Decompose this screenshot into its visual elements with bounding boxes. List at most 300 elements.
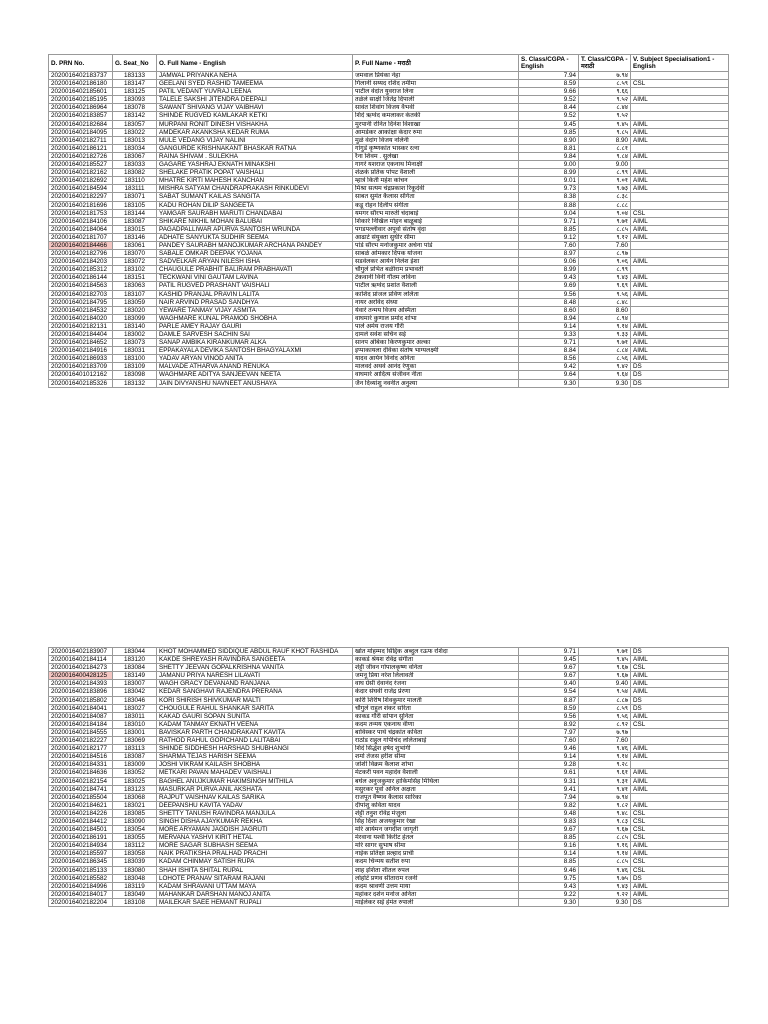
- specialisation-cell: AIML: [631, 688, 729, 696]
- name-marathi-cell: काशिद प्रांजल प्रविण ललिता: [353, 290, 519, 298]
- class-english-cell: 8.92: [519, 720, 579, 728]
- class-english-cell: 8.38: [519, 193, 579, 201]
- class-marathi-cell: ९.६६: [579, 88, 631, 96]
- class-english-cell: 9.04: [519, 209, 579, 217]
- specialisation-cell: [631, 761, 729, 769]
- prn-cell: 2020016402182131: [49, 322, 113, 330]
- class-english-cell: 9.14: [519, 850, 579, 858]
- name-english-cell: GAGARE YASHRAJ EKNATH MINAKSHI: [157, 161, 353, 169]
- name-english-cell: MORE ARYAMAN JAGDISH JAGRUTI: [157, 826, 353, 834]
- seat-cell: 183025: [113, 777, 157, 785]
- specialisation-cell: AIML: [631, 169, 729, 177]
- class-english-cell: 8.90: [519, 136, 579, 144]
- name-marathi-cell: शेट्टी जीवन गोपालकृष्ण वनिता: [353, 664, 519, 672]
- name-english-cell: GEELANI SYED RASHID TAMEEMA: [157, 80, 353, 88]
- name-english-cell: EPPAKAYALA DEVIKA SANTOSH BHAGYALAXMI: [157, 347, 353, 355]
- class-english-cell: 9.33: [519, 331, 579, 339]
- results-table-1: [48, 54, 729, 388]
- results-sheet-2: [48, 647, 728, 907]
- name-marathi-cell: वाघमारे आदित्य संजीवन नीता: [353, 371, 519, 379]
- table-row: [49, 233, 729, 241]
- class-english-cell: 8.48: [519, 298, 579, 306]
- class-marathi-cell: ९.६१: [579, 769, 631, 777]
- prn-cell: 2020016402182684: [49, 120, 113, 128]
- class-english-cell: 8.94: [519, 314, 579, 322]
- class-english-cell: 9.01: [519, 177, 579, 185]
- name-english-cell: DAMLE SARVESH SACHIN SAI: [157, 331, 353, 339]
- table-row: [49, 209, 729, 217]
- class-marathi-cell: ७.९७: [579, 728, 631, 736]
- table-row: [49, 266, 729, 274]
- name-english-cell: WAGHMARE ADITYA SANJEEVAN NEETA: [157, 371, 353, 379]
- class-marathi-cell: ९.८५: [579, 128, 631, 136]
- specialisation-cell: DS: [631, 874, 729, 882]
- class-marathi-cell: ८.४८: [579, 298, 631, 306]
- prn-cell: 2020016402184184: [49, 720, 113, 728]
- name-marathi-cell: इप्पाकायला देविका संतोष भाग्यलक्ष्मी: [353, 347, 519, 355]
- header-seat: G. Seat_No: [113, 55, 157, 72]
- class-marathi-cell: 7.60: [579, 241, 631, 249]
- seat-cell: 183068: [113, 793, 157, 801]
- class-marathi-cell: ८.९९: [579, 169, 631, 177]
- prn-cell: 2020016402185326: [49, 379, 113, 387]
- class-marathi-cell: ८.९२: [579, 720, 631, 728]
- name-marathi-cell: बघेल अनुजकुमार हाकिमसिंह मिथिला: [353, 777, 519, 785]
- name-marathi-cell: येवारे तन्मय विजय अस्मिता: [353, 306, 519, 314]
- class-marathi-cell: ८.५६: [579, 355, 631, 363]
- name-marathi-cell: मुरपानी रोनित दिनेश विशाखा: [353, 120, 519, 128]
- prn-cell: 2020016402186191: [49, 834, 113, 842]
- class-english-cell: 9.52: [519, 112, 579, 120]
- seat-cell: 183061: [113, 241, 157, 249]
- name-marathi-cell: माईलेकर सई हेमंत रुपाली: [353, 898, 519, 906]
- results-table-2: [48, 647, 729, 907]
- specialisation-cell: [631, 193, 729, 201]
- prn-cell: 2020016402182692: [49, 177, 113, 185]
- seat-cell: 183113: [113, 745, 157, 753]
- class-marathi-cell: 9.00: [579, 161, 631, 169]
- name-marathi-cell: कदम चिन्मय सतीश रुपा: [353, 858, 519, 866]
- specialisation-cell: AIML: [631, 753, 729, 761]
- table-row: [49, 152, 729, 160]
- specialisation-cell: AIML: [631, 282, 729, 290]
- prn-cell: 2020016402184064: [49, 225, 113, 233]
- prn-cell: 2020016402184652: [49, 339, 113, 347]
- prn-cell: 2020016400428125: [49, 672, 113, 680]
- prn-cell: 2020016402182204: [49, 898, 113, 906]
- specialisation-cell: CSL: [631, 834, 729, 842]
- class-marathi-cell: ९.५६: [579, 712, 631, 720]
- seat-cell: 183071: [113, 193, 157, 201]
- class-marathi-cell: ९.१२: [579, 233, 631, 241]
- specialisation-cell: AIML: [631, 331, 729, 339]
- prn-cell: 2020016402184916: [49, 347, 113, 355]
- table-row: [49, 72, 729, 80]
- table-row: [49, 298, 729, 306]
- class-english-cell: 9.14: [519, 753, 579, 761]
- specialisation-cell: [631, 306, 729, 314]
- specialisation-cell: DS: [631, 704, 729, 712]
- name-marathi-cell: टेकवानी विनी गौतम लविना: [353, 274, 519, 282]
- prn-cell: 2020016402184087: [49, 712, 113, 720]
- name-marathi-cell: नाईक प्रतिक्षा प्रल्हाद प्राची: [353, 850, 519, 858]
- prn-cell: 2020016402186121: [49, 144, 113, 152]
- specialisation-cell: [631, 314, 729, 322]
- name-marathi-cell: सावंत शिवांग विजय वैभवी: [353, 104, 519, 112]
- specialisation-cell: [631, 793, 729, 801]
- table-row: [49, 648, 729, 656]
- table-row: [49, 201, 729, 209]
- table-row: [49, 809, 729, 817]
- prn-cell: 2020016402184466: [49, 241, 113, 249]
- name-marathi-cell: यमगर सौरभ मारुती चंदाबाई: [353, 209, 519, 217]
- table-row: [49, 866, 729, 874]
- table-row: [49, 890, 729, 898]
- name-english-cell: SINGH DISHA AJAYKUMAR REKHA: [157, 817, 353, 825]
- class-marathi-cell: ९.५२: [579, 112, 631, 120]
- name-marathi-cell: साबळे ओमकार दिपक योजना: [353, 250, 519, 258]
- table-row: [49, 241, 729, 249]
- name-english-cell: TECKWANI VINI GAUTAM LAVINA: [157, 274, 353, 282]
- table-row: [49, 112, 729, 120]
- seat-cell: 183007: [113, 680, 157, 688]
- name-marathi-cell: मालवदे अथर्व आनंद रेणुका: [353, 363, 519, 371]
- name-english-cell: RATHOD RAHUL GOPICHAND LALITABAI: [157, 737, 353, 745]
- name-english-cell: MHATRE KIRTI MAHESH KANCHAN: [157, 177, 353, 185]
- class-marathi-cell: ९.४१: [579, 785, 631, 793]
- class-marathi-cell: ९.४३: [579, 882, 631, 890]
- specialisation-cell: AIML: [631, 152, 729, 160]
- seat-cell: 183087: [113, 217, 157, 225]
- prn-cell: 2020016402183857: [49, 112, 113, 120]
- specialisation-cell: AIML: [631, 322, 729, 330]
- name-english-cell: PARLE AMEY RAJAY GAURI: [157, 322, 353, 330]
- table-row: [49, 704, 729, 712]
- class-marathi-cell: ८.८८: [579, 201, 631, 209]
- seat-cell: 183142: [113, 112, 157, 120]
- class-english-cell: 9.67: [519, 664, 579, 672]
- prn-cell: 2020016402182297: [49, 193, 113, 201]
- class-marathi-cell: ८.८५: [579, 225, 631, 233]
- prn-cell: 2020016402184020: [49, 314, 113, 322]
- specialisation-cell: AIML: [631, 136, 729, 144]
- specialisation-cell: [631, 201, 729, 209]
- prn-cell: 2020016402185312: [49, 266, 113, 274]
- prn-cell: 2020016402184331: [49, 761, 113, 769]
- prn-cell: 2020016402185195: [49, 96, 113, 104]
- header-specialisation: V. Subject Specialisation1 - English: [631, 55, 729, 72]
- specialisation-cell: AIML: [631, 785, 729, 793]
- name-marathi-cell: शेळके प्रतिक पोपट वैशाली: [353, 169, 519, 177]
- specialisation-cell: AIML: [631, 777, 729, 785]
- class-marathi-cell: ८.९७: [579, 250, 631, 258]
- class-english-cell: 9.30: [519, 379, 579, 387]
- seat-cell: 183102: [113, 266, 157, 274]
- name-english-cell: KORI SHIRISH SHIVKUMAR MALTI: [157, 696, 353, 704]
- prn-cell: 2020016402184996: [49, 882, 113, 890]
- name-english-cell: SHARMA TEJAS HARISH SEEMA: [157, 753, 353, 761]
- class-english-cell: 9.69: [519, 282, 579, 290]
- specialisation-cell: CSL: [631, 826, 729, 834]
- class-english-cell: 9.56: [519, 712, 579, 720]
- name-marathi-cell: चौगुले राहुल शंकर सरिता: [353, 704, 519, 712]
- name-english-cell: MISHRA SATYAM CHANDRAPRAKASH RINKUDEVI: [157, 185, 353, 193]
- table-row: [49, 817, 729, 825]
- specialisation-cell: AIML: [631, 801, 729, 809]
- seat-cell: 183059: [113, 298, 157, 306]
- specialisation-cell: AIML: [631, 177, 729, 185]
- class-marathi-cell: ९.७१: [579, 217, 631, 225]
- seat-cell: 183119: [113, 882, 157, 890]
- table-row: [49, 720, 729, 728]
- table-row: [49, 696, 729, 704]
- class-english-cell: 9.30: [519, 898, 579, 906]
- class-marathi-cell: 9.30: [579, 379, 631, 387]
- name-english-cell: SABALE OMKAR DEEPAK YOJANA: [157, 250, 353, 258]
- seat-cell: 183110: [113, 177, 157, 185]
- name-english-cell: DEEPANSHU KAVITA YADAV: [157, 801, 353, 809]
- table-row: [49, 322, 729, 330]
- seat-cell: 183055: [113, 834, 157, 842]
- class-english-cell: 8.88: [519, 201, 579, 209]
- table-row: [49, 177, 729, 185]
- class-english-cell: 8.56: [519, 355, 579, 363]
- class-marathi-cell: 8.60: [579, 306, 631, 314]
- class-marathi-cell: ९.८३: [579, 817, 631, 825]
- class-english-cell: 9.82: [519, 801, 579, 809]
- name-marathi-cell: शाह इशिता शीतल रुपल: [353, 866, 519, 874]
- class-english-cell: 9.85: [519, 128, 579, 136]
- class-english-cell: 8.99: [519, 169, 579, 177]
- table-row: [49, 282, 729, 290]
- seat-cell: 183149: [113, 672, 157, 680]
- table-row: [49, 347, 729, 355]
- class-marathi-cell: ८.५९: [579, 704, 631, 712]
- class-english-cell: 9.22: [519, 890, 579, 898]
- seat-cell: 183027: [113, 704, 157, 712]
- class-english-cell: 9.06: [519, 258, 579, 266]
- class-english-cell: 9.00: [519, 161, 579, 169]
- seat-cell: 183044: [113, 648, 157, 656]
- name-english-cell: WAGH GRACY DEVANAND RANJANA: [157, 680, 353, 688]
- class-marathi-cell: ९.१४: [579, 850, 631, 858]
- name-marathi-cell: साबत सुमंत कैलास संगिता: [353, 193, 519, 201]
- class-marathi-cell: ९.५२: [579, 96, 631, 104]
- prn-cell: 2020016402186180: [49, 80, 113, 88]
- seat-cell: 183105: [113, 201, 157, 209]
- seat-cell: 183015: [113, 225, 157, 233]
- name-marathi-cell: रैना शिवम . सुलेखा: [353, 152, 519, 160]
- specialisation-cell: AIML: [631, 882, 729, 890]
- class-marathi-cell: ८.९४: [579, 314, 631, 322]
- class-marathi-cell: 9.40: [579, 680, 631, 688]
- name-english-cell: MALVADE ATHARVA ANAND RENUKA: [157, 363, 353, 371]
- name-marathi-cell: म्हात्रे किर्ती महेश कांचन: [353, 177, 519, 185]
- header-prn: D. PRN No.: [49, 55, 113, 72]
- seat-cell: 183082: [113, 169, 157, 177]
- name-english-cell: YADAV ARYAN VINOD ANITA: [157, 355, 353, 363]
- class-english-cell: 7.94: [519, 72, 579, 80]
- name-english-cell: JAMWAL PRIYANKA NEHA: [157, 72, 353, 80]
- table-row: [49, 842, 729, 850]
- specialisation-cell: AIML: [631, 890, 729, 898]
- table-row: [49, 769, 729, 777]
- name-english-cell: KHOT MOHAMMED SIDDIQUE ABDUL RAUF KHOT RASHIDA: [157, 648, 353, 656]
- prn-cell: 2020016402184532: [49, 306, 113, 314]
- class-marathi-cell: ९.४६: [579, 745, 631, 753]
- name-english-cell: CHAUGULE PRABHIT BALIRAM PRABHAVATI: [157, 266, 353, 274]
- table-body-1: [49, 72, 729, 388]
- specialisation-cell: AIML: [631, 712, 729, 720]
- name-marathi-cell: कडू रोहन दिलीप संगीता: [353, 201, 519, 209]
- class-english-cell: 9.66: [519, 88, 579, 96]
- prn-cell: 2020016402182154: [49, 777, 113, 785]
- seat-cell: 183099: [113, 314, 157, 322]
- header-class-english: S. Class/CGPA - English: [519, 55, 579, 72]
- class-english-cell: 9.64: [519, 371, 579, 379]
- specialisation-cell: AIML: [631, 339, 729, 347]
- class-english-cell: 8.85: [519, 834, 579, 842]
- table-row: [49, 672, 729, 680]
- seat-cell: 183058: [113, 850, 157, 858]
- specialisation-cell: [631, 88, 729, 96]
- specialisation-cell: [631, 241, 729, 249]
- prn-cell: 2020016402185601: [49, 88, 113, 96]
- name-english-cell: SHIKARE NIKHIL MOHAN BALUBAI: [157, 217, 353, 225]
- class-marathi-cell: ९.४३: [579, 274, 631, 282]
- seat-cell: 183107: [113, 290, 157, 298]
- table-row: [49, 290, 729, 298]
- specialisation-cell: CSL: [631, 809, 729, 817]
- prn-cell: 2020016402184095: [49, 128, 113, 136]
- name-marathi-cell: पांडे सौरभ मनोजकुमार अर्चना पांडे: [353, 241, 519, 249]
- specialisation-cell: AIML: [631, 96, 729, 104]
- seat-cell: 183010: [113, 720, 157, 728]
- class-english-cell: 9.56: [519, 290, 579, 298]
- specialisation-cell: CSL: [631, 866, 729, 874]
- name-marathi-cell: जैन दिव्यांशु नवनीत अनुश्या: [353, 379, 519, 387]
- name-english-cell: SHELAKE PRATIK POPAT VAISHALI: [157, 169, 353, 177]
- specialisation-cell: CSL: [631, 858, 729, 866]
- name-marathi-cell: कदम तन्मय एकनाथ वीणा: [353, 720, 519, 728]
- name-marathi-cell: गांगुर्डे कृष्णकांत भास्कर रत्ना: [353, 144, 519, 152]
- name-marathi-cell: मोरे सागर सुभाष सीमा: [353, 842, 519, 850]
- prn-cell: 2020016402184106: [49, 217, 113, 225]
- class-english-cell: 8.81: [519, 144, 579, 152]
- specialisation-cell: DS: [631, 898, 729, 906]
- name-english-cell: GANGURDE KRISHNAKANT BHASKAR RATNA: [157, 144, 353, 152]
- prn-cell: 2020016402182177: [49, 745, 113, 753]
- seat-cell: 183084: [113, 664, 157, 672]
- class-english-cell: 9.43: [519, 882, 579, 890]
- prn-cell: 2020016402183907: [49, 648, 113, 656]
- class-english-cell: 8.59: [519, 704, 579, 712]
- name-english-cell: YEWARE TANMAY VIJAY ASMITA: [157, 306, 353, 314]
- class-marathi-cell: ९.३१: [579, 777, 631, 785]
- specialisation-cell: AIML: [631, 185, 729, 193]
- specialisation-cell: AIML: [631, 347, 729, 355]
- table-row: [49, 225, 729, 233]
- seat-cell: 183022: [113, 128, 157, 136]
- prn-cell: 2020016402183709: [49, 363, 113, 371]
- table-row: [49, 664, 729, 672]
- name-marathi-cell: चौगुले प्रभित बळीराम प्रभावती: [353, 266, 519, 274]
- table-row: [49, 250, 729, 258]
- table-row: [49, 777, 729, 785]
- seat-cell: 183108: [113, 898, 157, 906]
- name-marathi-cell: जमवाल प्रियंका नेहा: [353, 72, 519, 80]
- name-marathi-cell: पाटील ऋग्वेद प्रशांत वैशाली: [353, 282, 519, 290]
- specialisation-cell: AIML: [631, 274, 729, 282]
- name-marathi-cell: बाविस्कर पार्थ चंद्रकांत कविता: [353, 728, 519, 736]
- name-marathi-cell: जमनू प्रिया नरेश लिलावती: [353, 672, 519, 680]
- prn-cell: 2020016402182227: [49, 737, 113, 745]
- name-marathi-cell: राठोड राहुल गोपीचंद ललिताबाई: [353, 737, 519, 745]
- name-marathi-cell: पाटील वेदांत युवराज लिना: [353, 88, 519, 96]
- table-row: [49, 185, 729, 193]
- name-marathi-cell: वाघ ग्रेसी देवानंद रंजना: [353, 680, 519, 688]
- name-marathi-cell: मुळे वेदांग विजय नलिनी: [353, 136, 519, 144]
- class-marathi-cell: ९.४८: [579, 809, 631, 817]
- class-english-cell: 9.46: [519, 745, 579, 753]
- class-english-cell: 9.28: [519, 761, 579, 769]
- name-marathi-cell: आढाटे संयुक्ता सुधीर सीमा: [353, 233, 519, 241]
- class-english-cell: 9.71: [519, 217, 579, 225]
- prn-cell: 2020016402184795: [49, 298, 113, 306]
- specialisation-cell: [631, 737, 729, 745]
- class-marathi-cell: ९.१४: [579, 322, 631, 330]
- class-english-cell: 9.45: [519, 656, 579, 664]
- seat-cell: 183151: [113, 274, 157, 282]
- specialisation-cell: AIML: [631, 355, 729, 363]
- prn-cell: 2020016402185133: [49, 866, 113, 874]
- name-marathi-cell: गिलानी सय्यद रशिद तमीमा: [353, 80, 519, 88]
- table-row: [49, 785, 729, 793]
- class-marathi-cell: ८.९९: [579, 266, 631, 274]
- name-english-cell: SHINDE RUGVED KAMLAKAR KETKI: [157, 112, 353, 120]
- name-marathi-cell: सानप अंबिका किरणकुमार अल्का: [353, 339, 519, 347]
- class-english-cell: 9.61: [519, 769, 579, 777]
- class-marathi-cell: ७.९४: [579, 72, 631, 80]
- table-row: [49, 858, 729, 866]
- name-english-cell: MORE SAGAR SUBHASH SEEMA: [157, 842, 353, 850]
- seat-cell: 183078: [113, 104, 157, 112]
- name-marathi-cell: राजपूत वैष्णव कैलास सारिका: [353, 793, 519, 801]
- seat-cell: 183042: [113, 688, 157, 696]
- seat-cell: 183093: [113, 96, 157, 104]
- name-marathi-cell: मोरे आर्यमन जगदीश जागृती: [353, 826, 519, 834]
- seat-cell: 183001: [113, 728, 157, 736]
- seat-cell: 183073: [113, 339, 157, 347]
- name-english-cell: RAINA SHIVAM . SULEKHA: [157, 152, 353, 160]
- prn-cell: 2020016402184636: [49, 769, 113, 777]
- prn-cell: 2020016402182162: [49, 169, 113, 177]
- table-row: [49, 169, 729, 177]
- seat-cell: 183009: [113, 761, 157, 769]
- class-marathi-cell: ९.६९: [579, 282, 631, 290]
- class-english-cell: 8.99: [519, 266, 579, 274]
- seat-cell: 183063: [113, 282, 157, 290]
- prn-cell: 2020016402186345: [49, 858, 113, 866]
- specialisation-cell: AIML: [631, 120, 729, 128]
- prn-cell: 2020016402184501: [49, 826, 113, 834]
- class-marathi-cell: ९.७३: [579, 185, 631, 193]
- table-row: [49, 680, 729, 688]
- specialisation-cell: [631, 266, 729, 274]
- table-row: [49, 850, 729, 858]
- table-row: [49, 128, 729, 136]
- specialisation-cell: AIML: [631, 680, 729, 688]
